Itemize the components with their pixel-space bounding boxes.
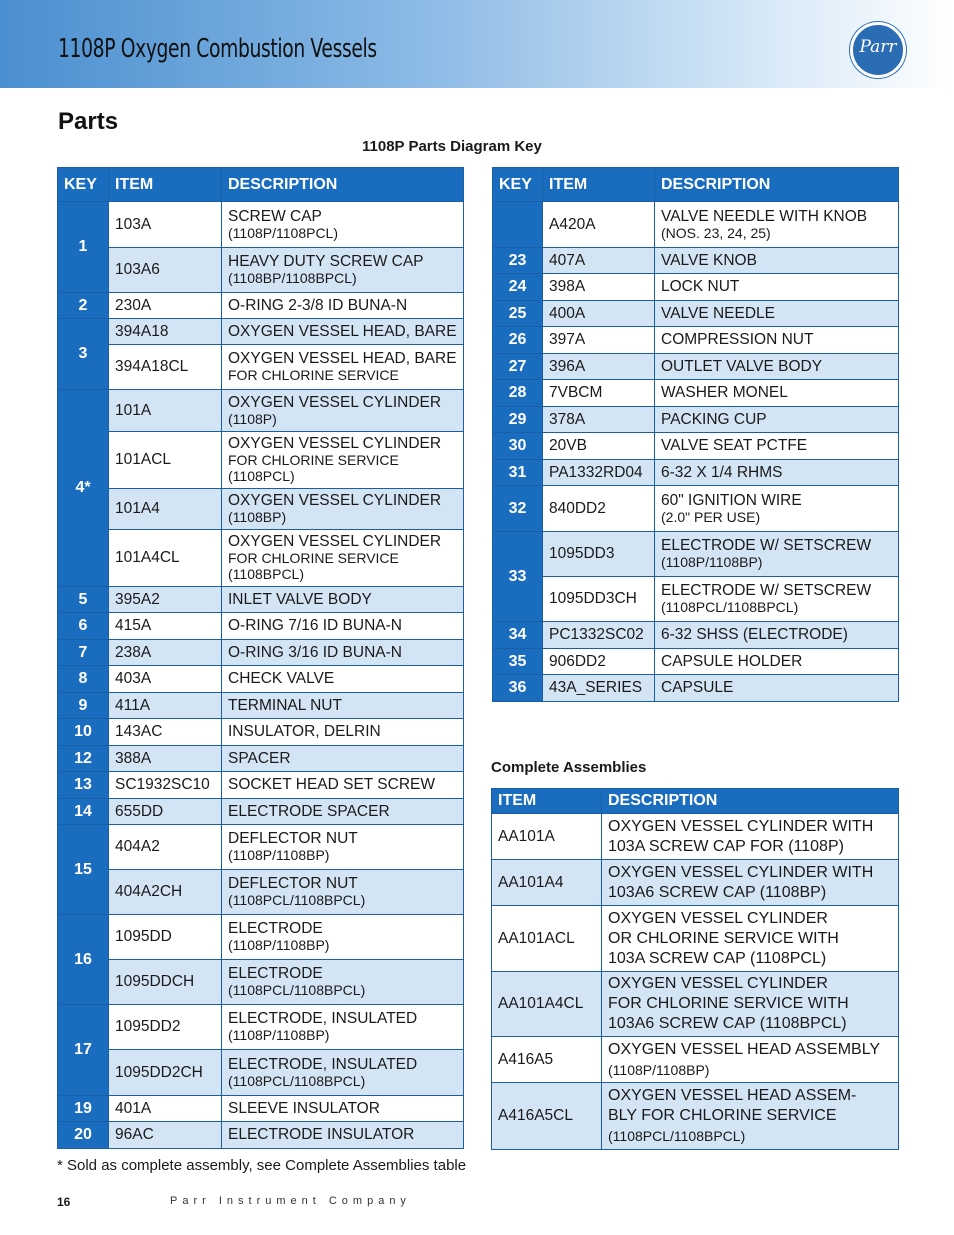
description-cell: [655, 532, 899, 577]
table-row: [492, 906, 899, 972]
item-cell: 7VBCM: [543, 380, 655, 407]
item-cell: 101A: [109, 390, 222, 432]
description-text: VALVE NEEDLE: [661, 304, 776, 322]
table-row: [58, 746, 464, 772]
page-title: 1108P Oxygen Combustion Vessels: [58, 34, 377, 64]
description-line: OXYGEN VESSEL HEAD ASSEMBLY: [608, 1040, 881, 1058]
description-subtext: (1108PCL): [228, 468, 295, 484]
table-row: [493, 433, 899, 460]
description-cell: [655, 301, 899, 327]
description-text: ELECTRODE, INSULATED: [228, 1055, 418, 1073]
description-subtext: (1108PCL/1108BPCL): [228, 1072, 366, 1089]
description-cell: [602, 972, 899, 1037]
description-subtext: (1108PCL/1108BPCL): [228, 892, 366, 908]
key-cell: 2: [58, 293, 109, 319]
key-cell: 28: [493, 380, 543, 407]
description-text: OXYGEN VESSEL CYLINDER: [228, 533, 442, 550]
description-text: 6-32 SHSS (ELECTRODE): [661, 626, 848, 643]
item-cell: 96AC: [109, 1122, 222, 1149]
description-text: SCREW CAP: [228, 207, 322, 225]
description-line: 103A SCREW CAP (1108PCL): [608, 949, 827, 967]
assemblies-title: Complete Assemblies: [491, 759, 647, 776]
description-subtext: (1108BP/1108BPCL): [228, 270, 357, 286]
key-cell: 14: [58, 799, 109, 825]
parts-rows-left: [58, 202, 464, 1149]
description-cell: [222, 202, 464, 248]
table-row: [58, 1122, 464, 1149]
description-cell: [602, 860, 899, 906]
item-cell: 238A: [109, 640, 222, 666]
key-cell: 34: [493, 622, 543, 649]
table-row: [58, 613, 464, 640]
description-cell: [222, 530, 464, 587]
footnote: * Sold as complete assembly, see Complete Assemblies table: [57, 1157, 467, 1174]
description-cell: [655, 486, 899, 532]
key-cell: 15: [58, 825, 109, 915]
key-cell: 16: [58, 915, 109, 1005]
description-cell: [222, 1005, 464, 1050]
table-row: [493, 274, 899, 301]
table-row: [493, 327, 899, 354]
logo-text: Parr: [859, 37, 897, 57]
description-text: INSULATOR, DELRIN: [228, 723, 381, 740]
description-subtext: (1108PCL/1108BPCL): [608, 1128, 746, 1144]
description-text: O-RING 7/16 ID BUNA-N: [228, 617, 402, 634]
table-row: [58, 870, 464, 915]
column-header-item: ITEM: [109, 168, 222, 202]
table-row: [493, 675, 899, 702]
description-cell: [222, 613, 464, 640]
page-header: [0, 0, 954, 88]
description-subtext: (1108P): [228, 410, 277, 427]
description-subtext: (2.0" PER USE): [661, 508, 761, 525]
key-cell: 23: [493, 248, 543, 274]
table-row: [493, 407, 899, 433]
description-cell: [222, 915, 464, 960]
description-text: OXYGEN VESSEL CYLINDER: [228, 435, 442, 452]
table-row: [492, 1083, 899, 1150]
item-cell: AA101A: [492, 814, 602, 860]
item-cell: 395A2: [109, 587, 222, 613]
description-subtext: (1108PCL/1108BPCL): [661, 599, 799, 615]
key-cell: 36: [493, 675, 543, 702]
column-header-description: DESCRIPTION: [655, 168, 899, 202]
table-row: [58, 1005, 464, 1050]
description-cell: [602, 1083, 899, 1150]
key-cell: 7: [58, 640, 109, 666]
description-text: ELECTRODE W/ SETSCREW: [661, 582, 872, 599]
description-cell: [655, 649, 899, 675]
item-cell: 1095DD3: [543, 532, 655, 577]
table-row: [58, 1096, 464, 1122]
key-cell: 24: [493, 274, 543, 301]
description-cell: [655, 433, 899, 460]
item-cell: A416A5: [492, 1037, 602, 1083]
key-cell: [493, 202, 543, 248]
description-text: PACKING CUP: [661, 410, 767, 428]
table-row: [493, 649, 899, 675]
description-text: WASHER MONEL: [661, 384, 788, 401]
item-cell: 143AC: [109, 719, 222, 746]
item-cell: 396A: [543, 354, 655, 380]
description-text: O-RING 3/16 ID BUNA-N: [228, 643, 402, 661]
description-line: OXYGEN VESSEL CYLINDER WITH: [608, 863, 874, 881]
description-text: CAPSULE: [661, 679, 734, 696]
description-cell: [222, 319, 464, 345]
description-line: OXYGEN VESSEL HEAD ASSEM-: [608, 1087, 857, 1104]
item-cell: 398A: [543, 274, 655, 301]
key-cell: 13: [58, 772, 109, 799]
description-text: CAPSULE HOLDER: [661, 652, 803, 670]
description-text: ELECTRODE W/ SETSCREW: [661, 537, 872, 554]
description-text: ELECTRODE: [228, 920, 323, 937]
description-cell: [222, 799, 464, 825]
table-row: [58, 719, 464, 746]
table-row: [493, 301, 899, 327]
description-text: COMPRESSION NUT: [661, 331, 814, 348]
item-cell: 101ACL: [109, 432, 222, 489]
description-subtext: (NOS. 23, 24, 25): [661, 224, 771, 241]
parts-rows-right: [493, 202, 899, 702]
description-cell: [222, 390, 464, 432]
item-cell: 397A: [543, 327, 655, 354]
table-header-row: [492, 789, 899, 814]
table-row: [58, 587, 464, 613]
table-row: [58, 432, 464, 489]
description-cell: [655, 380, 899, 407]
description-text: DEFLECTOR NUT: [228, 830, 358, 847]
key-cell: 3: [58, 319, 109, 390]
item-cell: 1095DDCH: [109, 960, 222, 1005]
description-cell: [655, 577, 899, 622]
description-text: INLET VALVE BODY: [228, 590, 372, 608]
item-cell: 101A4: [109, 489, 222, 530]
item-cell: 101A4CL: [109, 530, 222, 587]
description-text: LOCK NUT: [661, 278, 740, 295]
description-line: OXYGEN VESSEL CYLINDER WITH: [608, 817, 874, 835]
key-cell: 35: [493, 649, 543, 675]
description-cell: [655, 460, 899, 486]
table-row: [492, 814, 899, 860]
description-cell: [222, 432, 464, 489]
key-cell: 26: [493, 327, 543, 354]
table-header-row: [58, 168, 464, 202]
table-row: [58, 319, 464, 345]
key-cell: 32: [493, 486, 543, 532]
item-cell: 403A: [109, 666, 222, 693]
diagram-key-title: 1108P Parts Diagram Key: [362, 138, 542, 155]
item-cell: 230A: [109, 293, 222, 319]
item-cell: 401A: [109, 1096, 222, 1122]
table-row: [58, 390, 464, 432]
description-cell: [222, 640, 464, 666]
item-cell: 415A: [109, 613, 222, 640]
description-text: O-RING 2-3/8 ID BUNA-N: [228, 296, 408, 314]
column-header-item: ITEM: [492, 789, 602, 814]
column-header-key: KEY: [493, 168, 543, 202]
table-row: [58, 666, 464, 693]
item-cell: 407A: [543, 248, 655, 274]
parts-table-left: [57, 167, 464, 1149]
table-row: [58, 1050, 464, 1096]
item-cell: AA101ACL: [492, 906, 602, 972]
table-row: [493, 577, 899, 622]
description-cell: [222, 960, 464, 1005]
item-cell: PC1332SC02: [543, 622, 655, 649]
description-cell: [222, 293, 464, 319]
description-subtext: (1108BP): [228, 509, 287, 525]
description-subtext: (1108P/1108BP): [228, 1027, 330, 1043]
key-cell: 19: [58, 1096, 109, 1122]
description-text: OXYGEN VESSEL HEAD, BARE: [228, 322, 457, 340]
description-cell: [222, 1096, 464, 1122]
column-header-description: DESCRIPTION: [222, 168, 464, 202]
description-text: SOCKET HEAD SET SCREW: [228, 776, 435, 793]
table-row: [58, 202, 464, 248]
description-cell: [655, 622, 899, 649]
description-cell: [602, 814, 899, 860]
description-text: OXYGEN VESSEL HEAD, BARE: [228, 350, 457, 367]
description-line: 103A SCREW CAP FOR (1108P): [608, 837, 844, 855]
key-cell: 20: [58, 1122, 109, 1149]
description-subtext: (1108P/1108PCL): [228, 224, 338, 241]
key-cell: 8: [58, 666, 109, 693]
key-cell: 17: [58, 1005, 109, 1096]
description-cell: [222, 1122, 464, 1149]
key-cell: 1: [58, 202, 109, 293]
description-subtext: (1108PCL/1108BPCL): [228, 982, 366, 998]
description-text: SPACER: [228, 749, 291, 767]
table-row: [58, 825, 464, 870]
description-text: ELECTRODE SPACER: [228, 802, 390, 820]
item-cell: 1095DD: [109, 915, 222, 960]
table-row: [58, 640, 464, 666]
description-text: OUTLET VALVE BODY: [661, 357, 823, 375]
description-line: OR CHLORINE SERVICE WITH: [608, 929, 839, 947]
key-cell: 6: [58, 613, 109, 640]
table-row: [58, 693, 464, 719]
table-row: [58, 799, 464, 825]
assemblies-table: [491, 788, 899, 1150]
description-line: OXYGEN VESSEL CYLINDER: [608, 975, 828, 992]
table-row: [492, 860, 899, 906]
description-text: OXYGEN VESSEL CYLINDER: [228, 492, 442, 509]
description-text: CHECK VALVE: [228, 670, 335, 687]
description-cell: [222, 772, 464, 799]
table-row: [58, 293, 464, 319]
description-cell: [655, 248, 899, 274]
key-cell: 4*: [58, 390, 109, 587]
description-line: 103A6 SCREW CAP (1108BPCL): [608, 1015, 847, 1032]
table-row: [58, 248, 464, 293]
table-row: [58, 915, 464, 960]
parr-logo: [850, 22, 906, 78]
description-line: OXYGEN VESSEL CYLINDER: [608, 909, 828, 927]
description-text: HEAVY DUTY SCREW CAP: [228, 253, 424, 270]
parts-table-right: [492, 167, 899, 702]
table-row: [493, 532, 899, 577]
table-header-row: [493, 168, 899, 202]
item-cell: PA1332RD04: [543, 460, 655, 486]
description-line: 103A6 SCREW CAP (1108BP): [608, 883, 827, 901]
description-subtext: (1108P/1108BP): [661, 554, 763, 570]
table-row: [493, 486, 899, 532]
item-cell: 1095DD2: [109, 1005, 222, 1050]
table-row: [493, 354, 899, 380]
item-cell: 103A6: [109, 248, 222, 293]
item-cell: AA101A4: [492, 860, 602, 906]
description-cell: [602, 1037, 899, 1083]
key-cell: 25: [493, 301, 543, 327]
key-cell: 10: [58, 719, 109, 746]
description-cell: [222, 345, 464, 390]
table-row: [493, 248, 899, 274]
item-cell: 394A18CL: [109, 345, 222, 390]
item-cell: 411A: [109, 693, 222, 719]
item-cell: 20VB: [543, 433, 655, 460]
item-cell: AA101A4CL: [492, 972, 602, 1037]
item-cell: 906DD2: [543, 649, 655, 675]
description-text: VALVE KNOB: [661, 251, 757, 269]
description-text: DEFLECTOR NUT: [228, 875, 358, 892]
item-cell: 103A: [109, 202, 222, 248]
column-header-description: DESCRIPTION: [602, 789, 899, 814]
key-cell: 9: [58, 693, 109, 719]
description-text: TERMINAL NUT: [228, 696, 342, 714]
description-cell: [655, 675, 899, 702]
description-text: 6-32 X 1/4 RHMS: [661, 463, 783, 481]
key-cell: 5: [58, 587, 109, 613]
key-cell: 12: [58, 746, 109, 772]
description-subtext: FOR CHLORINE SERVICE: [228, 452, 399, 468]
description-line: FOR CHLORINE SERVICE WITH: [608, 995, 849, 1012]
item-cell: 1095DD2CH: [109, 1050, 222, 1096]
description-cell: [222, 746, 464, 772]
key-cell: 33: [493, 532, 543, 622]
table-row: [493, 622, 899, 649]
table-row: [493, 380, 899, 407]
description-cell: [222, 666, 464, 693]
description-cell: [602, 906, 899, 972]
description-subtext: FOR CHLORINE SERVICE: [228, 550, 399, 566]
item-cell: 1095DD3CH: [543, 577, 655, 622]
description-subtext: (1108BPCL): [228, 566, 305, 582]
section-title: Parts: [58, 108, 119, 135]
item-cell: 394A18: [109, 319, 222, 345]
table-row: [58, 772, 464, 799]
description-cell: [222, 825, 464, 870]
description-text: SLEEVE INSULATOR: [228, 1099, 380, 1117]
description-cell: [222, 489, 464, 530]
key-cell: 27: [493, 354, 543, 380]
description-cell: [655, 327, 899, 354]
page-number: 16: [57, 1195, 71, 1209]
description-subtext: (1108P/1108BP): [608, 1061, 710, 1078]
description-text: VALVE NEEDLE WITH KNOB: [661, 207, 868, 225]
description-cell: [222, 719, 464, 746]
description-cell: [222, 587, 464, 613]
table-row: [58, 345, 464, 390]
description-subtext: FOR CHLORINE SERVICE: [228, 367, 399, 383]
description-line: BLY FOR CHLORINE SERVICE: [608, 1107, 837, 1124]
description-text: ELECTRODE: [228, 965, 323, 982]
description-text: 60" IGNITION WIRE: [661, 491, 802, 509]
column-header-key: KEY: [58, 168, 109, 202]
description-cell: [222, 693, 464, 719]
item-cell: 388A: [109, 746, 222, 772]
item-cell: 404A2: [109, 825, 222, 870]
description-subtext: (1108P/1108BP): [228, 847, 330, 863]
company-name: Parr Instrument Company: [170, 1195, 411, 1207]
column-header-item: ITEM: [543, 168, 655, 202]
description-cell: [222, 1050, 464, 1096]
key-cell: 29: [493, 407, 543, 433]
item-cell: 655DD: [109, 799, 222, 825]
description-text: ELECTRODE INSULATOR: [228, 1126, 415, 1143]
description-text: ELECTRODE, INSULATED: [228, 1010, 418, 1027]
item-cell: 400A: [543, 301, 655, 327]
description-text: OXYGEN VESSEL CYLINDER: [228, 393, 442, 411]
item-cell: SC1932SC10: [109, 772, 222, 799]
item-cell: A416A5CL: [492, 1083, 602, 1150]
item-cell: 378A: [543, 407, 655, 433]
description-text: VALVE SEAT PCTFE: [661, 437, 808, 454]
description-cell: [655, 407, 899, 433]
description-cell: [222, 248, 464, 293]
table-row: [492, 1037, 899, 1083]
table-row: [58, 489, 464, 530]
item-cell: A420A: [543, 202, 655, 248]
description-cell: [655, 202, 899, 248]
table-row: [492, 972, 899, 1037]
key-cell: 30: [493, 433, 543, 460]
item-cell: 43A_SERIES: [543, 675, 655, 702]
table-row: [493, 460, 899, 486]
table-row: [58, 960, 464, 1005]
item-cell: 840DD2: [543, 486, 655, 532]
description-cell: [222, 870, 464, 915]
assemblies-rows: [492, 814, 899, 1150]
description-cell: [655, 354, 899, 380]
description-subtext: (1108P/1108BP): [228, 937, 330, 953]
table-row: [493, 202, 899, 248]
table-row: [58, 530, 464, 587]
key-cell: 31: [493, 460, 543, 486]
item-cell: 404A2CH: [109, 870, 222, 915]
description-cell: [655, 274, 899, 301]
